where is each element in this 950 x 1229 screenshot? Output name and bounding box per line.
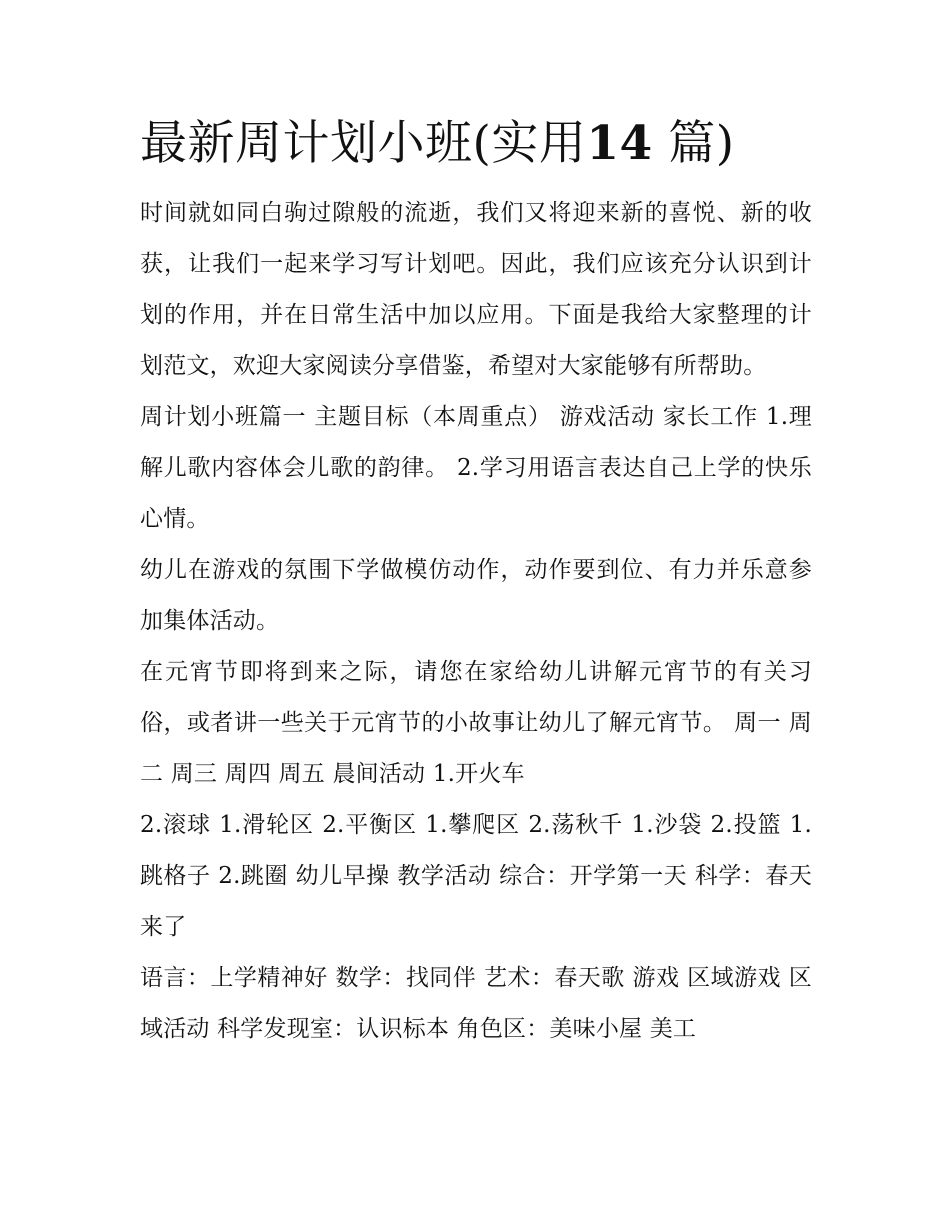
game-activity-paragraph: 幼儿在游戏的氛围下学做模仿动作，动作要到位、有力并乐意参加集体活动。 <box>140 557 812 634</box>
title-number: 14 <box>586 116 653 171</box>
area-activity-paragraph: 语言：上学精神好 数学：找同伴 艺术：春天歌 游戏 区域游戏 区域活动 科学发现室：认识标本 角色区：美味小屋 美工 <box>140 965 812 1042</box>
document-page <box>140 112 812 1055</box>
morning-activity-paragraph: 2.滚球 1.滑轮区 2.平衡区 1.攀爬区 2.荡秋千 1.沙袋 2.投篮 1.跳格子 2.跳圈 幼儿早操 教学活动 综合：开学第一天 科学：春天来了 <box>140 812 812 940</box>
intro-paragraph: 时间就如同白驹过隙般的流逝，我们又将迎来新的喜悦、新的收获，让我们一起来学习写计划吧。因此，我们应该充分认识到计划的作用，并在日常生活中加以应用。下面是我给大家整理的计划范文，欢迎大家阅读分享借鉴，希望对大家能够有所帮助。 <box>140 200 812 379</box>
plan-goals-paragraph: 周计划小班篇一 主题目标（本周重点） 游戏活动 家长工作 1.理解儿歌内容体会儿歌的韵律。 2.学习用语言表达自己上学的快乐心情。 <box>140 404 812 532</box>
title-suffix: 篇) <box>668 116 735 171</box>
parent-work-paragraph: 在元宵节即将到来之际，请您在家给幼儿讲解元宵节的有关习俗，或者讲一些关于元宵节的小故事让幼儿了解元宵节。 周一 周二 周三 周四 周五 晨间活动 1.开火车 <box>140 659 812 787</box>
document-title <box>140 112 812 176</box>
title-prefix: 最新周计划小班(实用 <box>140 116 587 171</box>
